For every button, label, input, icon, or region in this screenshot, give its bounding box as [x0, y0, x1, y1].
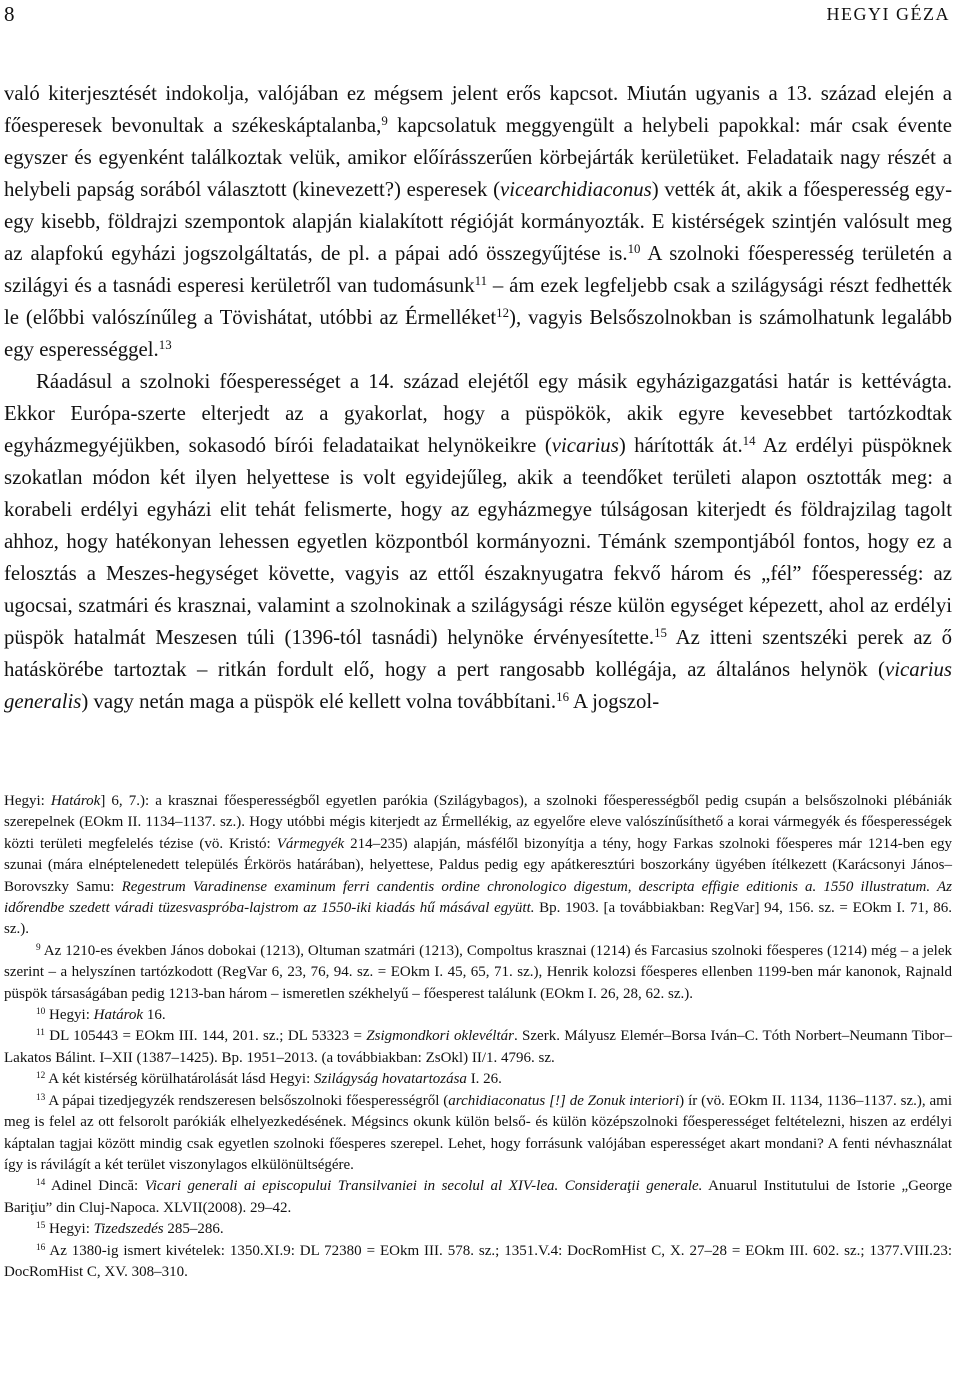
- fn-text: ] 6, 7.): a krasznai főesperességből egyetlen parókia (Szilágybagos), a szolnoki főesperességből pedig csupán a belsőszolnoki plébániák szerepelnek (EOkm II. 1134–1137. sz.). Hogy utóbbi mégis kiterjedt az Érmellékig, az egyelőre eleve valószínűsíthető a korai vármegyék és főesperességek közti területi megfelelés tézise (vö. Kristó:: [4, 793, 952, 852]
- fn-text: 285–286.: [163, 1221, 224, 1238]
- page-number: 8: [4, 2, 15, 26]
- text-segment: ) vagy netán maga a püspök elé kellett volna továbbítani.: [81, 690, 557, 713]
- fn-title: Zsigmondkori oklevéltár: [366, 1028, 514, 1045]
- footnote-14: [4, 1176, 952, 1219]
- paragraph: [4, 366, 952, 718]
- latin-term: vicarius generalis: [4, 658, 952, 713]
- text-segment: ) vették át, akik a főesperesség egy-egy kisebb, földrajzi szempontok alapján kialakított régióját kormányozták. E kistérségek szintjén valósult meg az alapfokú egyházi jogszolgáltatás, de pl. a pápai adó összegyűjtése is.: [4, 178, 952, 265]
- footnote-number: 16: [36, 1242, 46, 1253]
- footnote-ref-12[interactable]: 12: [496, 305, 510, 320]
- text-segment: Az itteni szentszéki perek az ő hatáskörébe tartoztak – ritkán fordult elő, hogy a pert rangosabb kollégája, az általános helynök (: [4, 626, 952, 681]
- text-segment: – ám ezek legfeljebb csak a szilágysági részt fedhették le (előbbi valószínűleg a Tövishátat, utóbbi az Érmelléket: [4, 274, 953, 329]
- fn-text: Bp. 1903. [a továbbiakban: RegVar] 94, 156. sz. = EOkm I. 71, 86. sz.).: [4, 900, 952, 938]
- fn-title: Határok: [50, 793, 101, 809]
- footnote-number: 9: [36, 942, 41, 953]
- footnote-number: 11: [36, 1028, 45, 1039]
- fn-text: A pápai tizedjegyzék rendszeresen belsőszolnoki főesperességről (: [45, 1092, 449, 1109]
- main-text: [4, 78, 952, 718]
- footnote-ref-14[interactable]: 14: [742, 433, 756, 448]
- text-segment: való kiterjesztését indokolja, valójában ez mégsem jelent erős kapcsot. Miután ugyanis a 13. század elején a főesperesek bevonultak a székeskáptalanba,: [4, 82, 952, 137]
- footnote-number: 10: [36, 1006, 46, 1017]
- fn-text: Hegyi:: [4, 793, 51, 809]
- fn-text: I. 26.: [466, 1071, 502, 1088]
- footnote-number: 14: [36, 1178, 46, 1189]
- latin-term: vicarius: [551, 434, 619, 457]
- footnote-number: 13: [36, 1092, 46, 1103]
- footnote-ref-9[interactable]: 9: [381, 113, 388, 128]
- text-segment: ) hárították át.: [618, 434, 743, 457]
- footnote-number: 12: [36, 1071, 46, 1082]
- running-head-author: HEGYI GÉZA: [826, 4, 950, 24]
- text-segment: ), vagyis Belsőszolnokban is számolhatunk legalább egy esperességgel.: [4, 306, 952, 361]
- fn-text: A két kistérség körülhatárolását lásd Hegyi:: [45, 1071, 314, 1088]
- fn-text: 16.: [143, 1007, 166, 1024]
- footnote-16: [4, 1241, 952, 1284]
- footnote-8-continued: [4, 791, 952, 941]
- footnote-ref-16[interactable]: 16: [556, 689, 569, 704]
- fn-text: Adinel Dincă:: [45, 1178, 145, 1195]
- fn-title: archidiaconatus [!] de Zonuk interiori: [448, 1092, 680, 1109]
- footnotes: [4, 791, 952, 1283]
- fn-text: DL 105443 = EOkm III. 144, 201. sz.; DL 53323 =: [44, 1028, 367, 1045]
- page-header: [4, 2, 950, 32]
- text-segment: Ráadásul a szolnoki főesperességet a 14. század elejétől egy másik egyházigazgatási határ is kettévágta. Ekkor Európa-szerte elterjedt az a gyakorlat, hogy a püspökök, akik egyre kevesebbet tartózkodtak egyházmegyéjükben, sokasodó bírói feladataikat helynökeikre (: [4, 370, 952, 457]
- footnote-12: [4, 1069, 952, 1090]
- footnote-ref-11[interactable]: 11: [474, 273, 488, 288]
- fn-text: 214–235) alapján, másfélől bizonyítja a tény, hogy Farkas szolnoki főesperes már 1214-ben egy szunai (mára elnéptelenedett település Érkörös határában), helyettese, Paldus pedig egy apátkeresztúri boszorkány ügyében ítélkezett (Karácsonyi János–Borovszky Samu:: [4, 835, 952, 895]
- footnote-15: [4, 1219, 952, 1240]
- footnote-11: [4, 1026, 952, 1069]
- footnote-number: 15: [36, 1221, 46, 1232]
- footnote-ref-13[interactable]: 13: [158, 337, 172, 352]
- fn-title: Regestrum Varadinense examinum ferri candentis ordine chronologico digestum, descripta effigie editionis a. 1550 illustratum. Az időrendbe szedett váradi tüzesvaspróba-lajstrom az 1550-iki kiadás hű másával együtt.: [4, 878, 952, 917]
- footnote-10: [4, 1005, 952, 1026]
- paragraph: [4, 78, 952, 366]
- fn-text: Az 1380-ig ismert kivételek: 1350.XI.9: DL 72380 = EOkm III. 578. sz.; 1351.V.4: DocRomHist C, X. 27–28 = EOkm III. 602. sz.; 1377.VIII.23: DocRomHist C, XV. 308–310.: [4, 1242, 952, 1280]
- text-segment: A jogszol-: [569, 690, 660, 713]
- fn-title: Szilágyság hovatartozása: [314, 1071, 467, 1088]
- latin-term: vicearchidiaconus: [500, 178, 652, 201]
- text-segment: kapcsolatuk meggyengült a helybeli papokkal: már csak évente egyszer és egyenként találkoztak velük, amikor előírásszerűen körbejárták kerületüket. Feladataik nagy részét a helybeli papság sorából választott (kinevezett?) esperesek (: [4, 114, 952, 201]
- footnote-ref-15[interactable]: 15: [654, 625, 667, 640]
- fn-text: Hegyi:: [45, 1007, 94, 1024]
- fn-title: Vicari generali ai episcopului Transilvaniei in secolul al XIV-lea. Consideraţii generale.: [144, 1178, 703, 1195]
- fn-title: Határok: [93, 1007, 144, 1024]
- fn-title: Tizedszedés: [93, 1221, 164, 1238]
- text-segment: A szolnoki főesperesség területén a szilágyi és a tasnádi esperesi kerületről van tudomásunk: [4, 242, 952, 297]
- fn-text: Anuarul Institutului de Istorie „George Bariţiu” din Cluj-Napoca. XLVII(2008). 29–42.: [4, 1178, 952, 1216]
- text-segment: Az erdélyi püspöknek szokatlan módon két ilyen helyettese is volt egyidejűleg, akik a teendőket területi alapon osztották meg: a korabeli erdélyi egyházi elit tehát felismerte, hogy az egyházmegye túlságosan kiterjedt és földrajzilag tagolt ahhoz, hogy hatékonyan lehessen egyetlen központból kormányozni. Témánk szempontjából fontos, hogy ez a felosztás a Meszes-hegységet követte, vagyis az ettől északnyugatra fekvő három és „fél” főesperesség: az ugocsai, szatmári és krasznai, valamint a szolnokinak a szilágysági része külön egységet képezett, ahol az erdélyi püspök hatalmát Meszesen túli (1396-tól tasnádi) helynöke érvényesítette.: [4, 434, 952, 649]
- footnote-9: [4, 941, 952, 1005]
- footnote-13: [4, 1091, 952, 1177]
- fn-text: . Szerk. Mályusz Elemér–Borsa Iván–C. Tóth Norbert–Neumann Tibor–Lakatos Bálint. I–XII (1387–1425). Bp. 1951–2013. (a továbbiakban: ZsOkl) II/1. 4796. sz.: [4, 1028, 952, 1066]
- fn-text: ) ír (vö. EOkm II. 1134, 1136–1137. sz.), ami meg is felel az ott felsorolt parókiák elhelyezkedésének. Mégsincs okunk külön belső- és külön középszolnoki főesperességet feltételezni, hiszen az erdélyi káptalan tagjai között mindig csak egyetlen szolnoki főesperes szerepel. Lehet, hogy forrásunk valójában esperességet akart mondani? A fenti névhasználat így is rávilágít a két terület viszonylagos elkülönültségére.: [4, 1092, 952, 1173]
- footnote-ref-10[interactable]: 10: [627, 241, 641, 256]
- fn-text: Az 1210-es években János dobokai (1213), Oltuman szatmári (1213), Compoltus krasznai (1214) és Farcasius szolnoki főesperes (1214) még – a jelek szerint – a helyszínen tartózkodott (RegVar 6, 23, 76, 94. sz. = EOkm I. 45, 65, 71. sz.), Henrik kolozsi főesperes ellenben 1199-ben már kanonok, Rajnald püspök társaságában pedig 1213-ban három – ismeretlen székhelyű – főesperest találunk (EOkm I. 26, 28, 62. sz.).: [4, 942, 952, 1002]
- fn-text: Hegyi:: [45, 1221, 94, 1238]
- fn-title: Vármegyék: [276, 835, 345, 852]
